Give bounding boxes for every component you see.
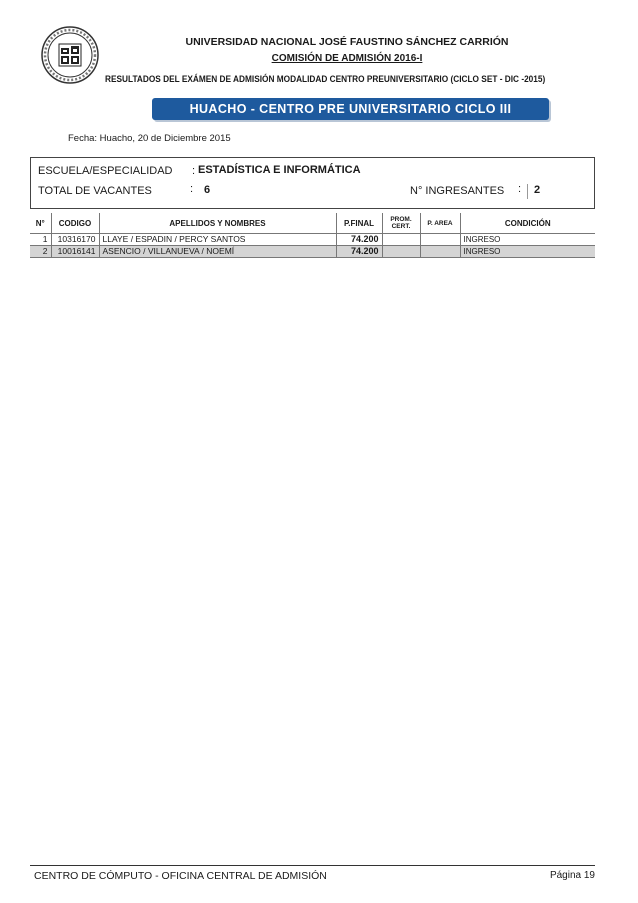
footer-divider [30,865,595,866]
row-code: 10316170 [51,234,99,246]
admitted-label: N° INGRESANTES [410,185,505,197]
results-table [30,213,595,258]
header-condition: CONDICIÓN [460,213,595,234]
admitted-colon: : [518,183,522,195]
header-final: P.FINAL [336,213,382,234]
school-value: ESTADÍSTICA E INFORMÁTICA [198,164,361,176]
header-number: N° [30,213,51,234]
row-condition: INGRESO [460,246,595,258]
admitted-value: 2 [534,184,541,196]
table-header-row [30,213,595,234]
header-prom-line1: PROM. [390,216,412,223]
header-prom [382,213,420,234]
school-label: ESCUELA/ESPECIALIDAD [38,165,173,177]
row-final: 74.200 [336,234,382,246]
school-colon: : [192,165,196,177]
admitted-divider [527,184,528,199]
vacancies-value: 6 [204,184,211,196]
row-names: LLAYE / ESPADIN / PERCY SANTOS [99,234,336,246]
page-number: Página 19 [549,870,595,881]
row-number: 2 [30,246,51,258]
campus-banner: HUACHO - CENTRO PRE UNIVERSITARIO CICLO III [152,98,549,120]
header-names: APELLIDOS Y NOMBRES [99,213,336,234]
table-row [30,246,595,258]
row-area [420,234,460,246]
commission-title: COMISIÓN DE ADMISIÓN 2016-I [271,53,423,64]
row-area [420,246,460,258]
row-prom [382,246,420,258]
results-title: RESULTADOS DEL EXÁMEN DE ADMISIÓN MODALIDAD CENTRO PREUNIVERSITARIO (CICLO SET - DIC -2015) [105,74,546,84]
header-prom-line2: CERT. [391,223,411,230]
table-row [30,234,595,246]
vacancies-colon: : [190,183,194,195]
row-prom [382,234,420,246]
date-line: Fecha: Huacho, 20 de Diciembre 2015 [68,133,231,144]
header-code: CODIGO [51,213,99,234]
row-final: 74.200 [336,246,382,258]
row-condition: INGRESO [460,234,595,246]
row-number: 1 [30,234,51,246]
header-area: P. AREA [420,213,460,234]
footer-office: CENTRO DE CÓMPUTO - OFICINA CENTRAL DE ADMISIÓN [34,870,327,882]
row-code: 10016141 [51,246,99,258]
row-names: ASENCIO / VILLANUEVA / NOEMÍ [99,246,336,258]
vacancies-label: TOTAL DE VACANTES [38,185,152,197]
university-name: UNIVERSIDAD NACIONAL JOSÉ FAUSTINO SÁNCHEZ CARRIÓN [185,36,509,48]
